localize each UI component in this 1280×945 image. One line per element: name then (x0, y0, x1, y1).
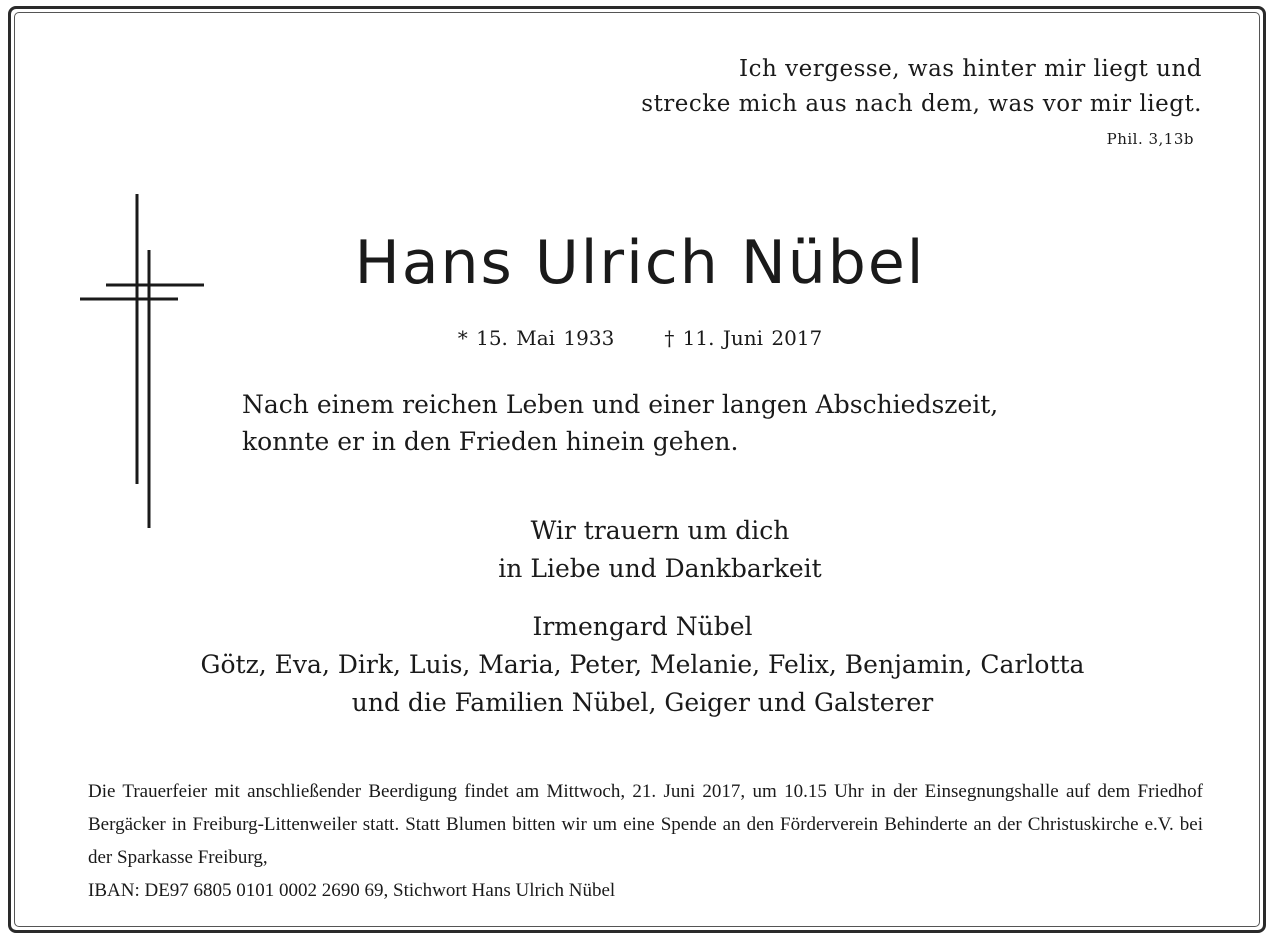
funeral-notice (88, 775, 1203, 907)
mourning-line-1: Wir trauern um dich (530, 516, 790, 545)
life-dates (0, 326, 1280, 350)
notice-text: Die Trauerfeier mit anschließender Beerdigung findet am Mittwoch, 21. Juni 2017, um 10.15 Uhr in der Einsegnungshalle auf dem Friedhof Bergäcker in Freiburg-Littenweiler statt. Statt Blumen bitten wir um eine Spende an den Förderverein Behinderte an der Christuskirche e.V. bei der Sparkasse Freiburg, (88, 781, 1203, 868)
notice-last-line: IBAN: DE97 6805 0101 0002 2690 69, Stichwort Hans Ulrich Nübel (88, 880, 616, 901)
birth-date: * 15. Mai 1933 (457, 326, 615, 350)
farewell-line-2: konnte er in den Frieden hinein gehen. (242, 427, 739, 456)
farewell-text (242, 386, 998, 460)
farewell-line-1: Nach einem reichen Leben und einer langen Abschiedszeit, (242, 390, 999, 419)
quote-reference: Phil. 3,13b (1106, 130, 1194, 148)
quote-line-1: Ich vergesse, was hinter mir liegt und (739, 56, 1202, 82)
family-signatures (0, 608, 1280, 722)
family-line-1: Irmengard Nübel (532, 612, 753, 641)
mourning-line-2: in Liebe und Dankbarkeit (498, 554, 822, 583)
deceased-name: Hans Ulrich Nübel (354, 228, 926, 298)
quote-line-2: strecke mich aus nach dem, was vor mir liegt. (641, 91, 1202, 117)
family-line-2: Götz, Eva, Dirk, Luis, Maria, Peter, Melanie, Felix, Benjamin, Carlotta (200, 650, 1085, 679)
bible-quote (641, 52, 1202, 122)
family-line-3: und die Familien Nübel, Geiger und Galsterer (351, 688, 934, 717)
mourning-text (0, 512, 1280, 588)
death-date: † 11. Juni 2017 (664, 326, 823, 350)
